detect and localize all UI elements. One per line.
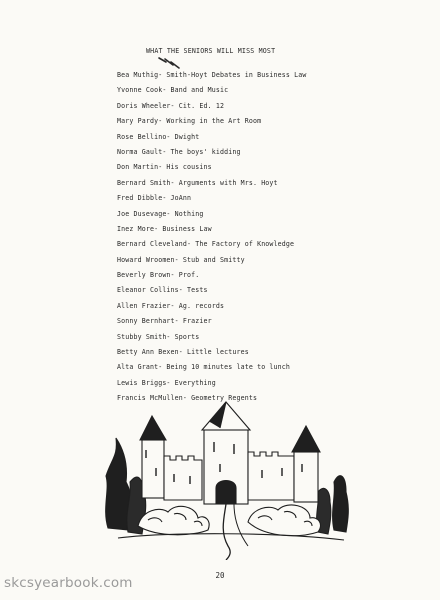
entry-item: Sonny Bernhart- Frazier [117,317,212,326]
entry-item: Doris Wheeler- Cit. Ed. 12 [117,101,225,110]
entry-item: Norma Gault- The boys' kidding [117,147,241,156]
entry-item: Yvonne Cook- Band and Music [117,86,229,95]
entry-item: Bernard Smith- Arguments with Mrs. Hoyt [117,178,278,187]
entry-item: Stubby Smith- Sports [117,332,200,341]
entry-item: Bernard Cleveland- The Factory of Knowledge [117,240,295,249]
entry-item: Alta Grant- Being 10 minutes late to lunch [117,363,291,372]
page-title: WHAT THE SENIORS WILL MISS MOST [146,47,276,55]
castle-illustration-icon [98,398,356,560]
entry-item: Fred Dibble- JoAnn [117,194,192,203]
entry-item: Inez More- Business Law [117,224,212,233]
entry-item: Francis McMullen- Geometry Regents [117,394,258,403]
entry-item: Bea Muthig- Smith-Hoyt Debates in Business Law [117,71,307,79]
entry-item: Howard Wroomen- Stub and Smitty [117,255,245,264]
entry-item: Allen Frazier- Ag. records [117,301,225,310]
entries-list [117,68,307,407]
watermark: skcsyearbook.com [4,575,133,591]
entry-item: Lewis Briggs- Everything [117,378,216,387]
entry-item: Rose Bellino- Dwight [117,132,200,141]
page-number: 20 [215,571,225,580]
entry-item: Eleanor Collins- Tests [117,286,208,295]
entry-item: Mary Pardy- Working in the Art Room [117,117,262,126]
entry-item: Beverly Brown- Prof. [117,271,200,280]
entry-item: Betty Ann Bexen- Little lectures [117,348,249,357]
entry-item: Joe Dusevage- Nothing [117,209,204,218]
entry-item: Don Martin- His cousins [117,163,212,172]
